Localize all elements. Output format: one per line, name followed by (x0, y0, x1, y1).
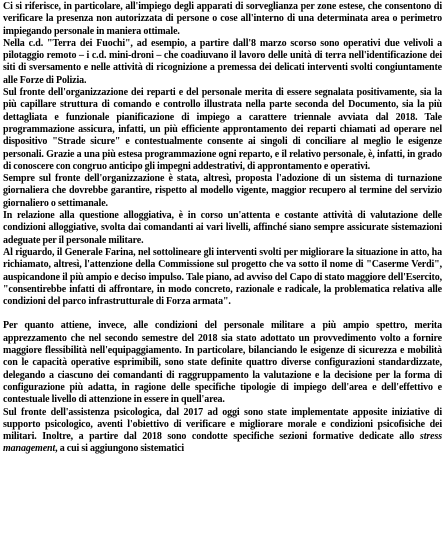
paragraph-equipment: Per quanto attiene, invece, alle condizioni del personale militare a più ampio spettro, merita apprezzamento che nel secondo semestre del 2018 sia stato adottato un provvedimento volto a fornire maggiore flessibilità nell'equipaggiamento. In particolare, bilanciando le esigenze di sicurezza e mobilità con le capacità operative esprimibili, sono state definite quattro diverse configurazioni standardizzate, delegando a ciascuno dei comandanti di raggruppamento la valutazione e la decisione per la forma di configurazione più adatta, in ragione delle specifiche tipologie di impiego dell'area e dell'effettivo e contestuale livello di attenzione in essere in quell'area. (3, 320, 442, 406)
paragraph-housing: In relazione alla questione alloggiativa, è in corso un'attenta e costante attività di valutazione delle condizioni alloggiative, svolta dai comandanti ai vari livelli, affinché siano sempre assicurate sistemazioni adeguate per il personale militare. (3, 210, 442, 246)
paragraph-caserme-verdi: Al riguardo, il Generale Farina, nel sottolineare gli interventi svolti per migliorare la situazione in atto, ha richiamato, altresì, l'attenzione della Commissione sul progetto che va sotto il nome di "Caserme Verdi", auspicandone il più ampio e deciso impulso. Tale piano, ad avviso del Capo di stato maggiore dell'Esercito, "consentirebbe infatti di affrontare, in modo concreto, razionale e radicale, la problematica relativa alle condizioni del parco infrastrutturale di Forza armata". (3, 246, 442, 308)
paragraph-shift-system: Sempre sul fronte dell'organizzazione è stata, altresì, proposta l'adozione di un sistema di turnazione giornaliera che dovrebbe garantire, rispetto al modello vigente, maggior recupero al termine del servizio giornaliero o settimanale. (3, 173, 442, 209)
paragraph-organization: Sul fronte dell'organizzazione dei reparti e del personale merita di essere segnalata positivamente, sia la più capillare struttura di comando e controllo illustrata nella parte seconda del Documento, sia la più dettagliata e funzionale pianificazione di impiego a carattere triennale avviata dal 2018. Tale programmazione assicura, infatti, un più efficiente approntamento dei reparti chiamati ad operare nel dispositivo "Strade sicure" e contestualmente consente ai singoli di conciliare al meglio le esigenze personali. Grazie a una più estesa programmazione ogni reparto, e il relativo personale, è, infatti, in grado di conoscere con congruo anticipo gli impegni addestrativi, di approntamento e operativi. (3, 87, 442, 172)
paragraph-psychological-support: Sul fronte dell'assistenza psicologica, dal 2017 ad oggi sono state implementate apposite iniziative di supporto psicologico, aventi l'obiettivo di verificare e migliorare morale e condizioni psicofisiche dei militari. Inoltre, a partire dal 2018 sono condotte specifiche sezioni formative dedicate allo stress management, a cui si aggiungono sistematici (3, 406, 442, 455)
emphasis-stress-management: stress management (3, 431, 442, 455)
paragraph-terra-dei-fuochi: Nella c.d. "Terra dei Fuochi", ad esempio, a partire dall'8 marzo scorso sono operativi due velivoli a pilotaggio remoto – i c.d. mini-droni – che coadiuvano il lavoro delle unità di terra nell'identificazione dei siti di sversamento e nelle attività di ricognizione a premessa dei delicati interventi svolti congiuntamente alle Forze di Polizia. (3, 37, 442, 86)
paragraph-gap (3, 308, 442, 320)
paragraph-surveillance: Ci si riferisce, in particolare, all'impiego degli apparati di sorveglianza per zone estese, che consentono di verificare la presenza non autorizzata di persone o cose all'interno di una determinata area o perimetro impiegando personale in maniera ottimale. (3, 1, 442, 37)
